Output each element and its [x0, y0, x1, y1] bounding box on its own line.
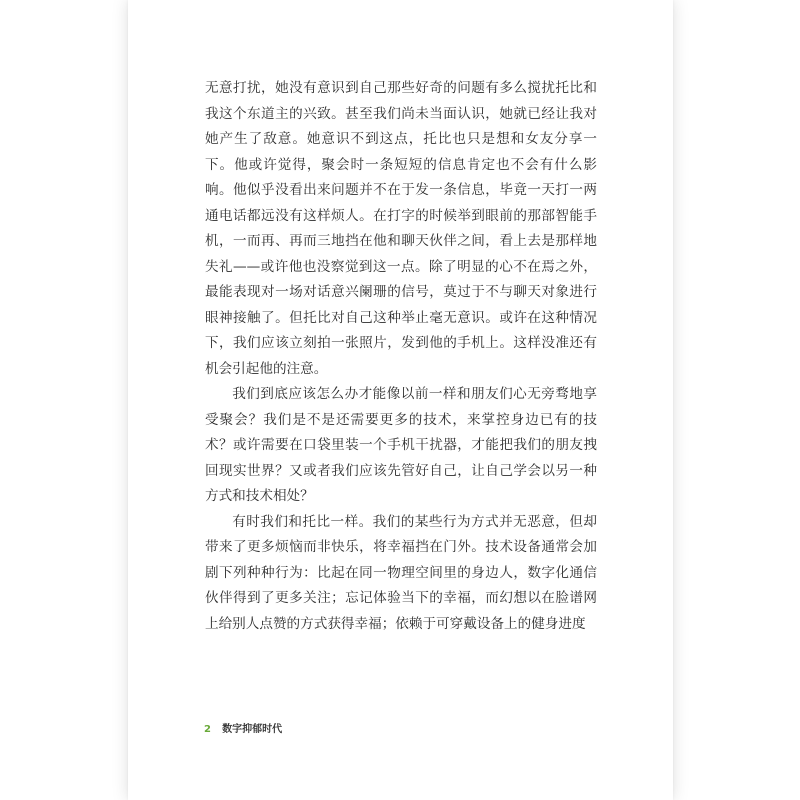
paragraph-2: 我们到底应该怎么办才能像以前一样和朋友们心无旁骛地享受聚会？我们是不是还需要更多的技术，来掌控身边已有的技术？或许需要在口袋里装一个手机干扰器，才能把我们的朋友拽回现实世界？又或者我们应该先管好自己，让自己学会以另一种方式和技术相处？: [205, 386, 597, 504]
book-page: [128, 0, 673, 800]
paragraph-3: 有时我们和托比一样。我们的某些行为方式并无恶意，但却带来了更多烦恼而非快乐，将幸福挡在门外。技术设备通常会加剧下列种种行为：比起在同一物理空间里的身边人，数字化通信伙伴得到了更多关注；忘记体验当下的幸福，而幻想以在脸谱网上给别人点赞的方式获得幸福；依赖于可穿戴设备上的健身进度: [205, 513, 597, 632]
page-number: 2: [204, 724, 211, 735]
book-title: 数字抑郁时代: [222, 724, 283, 735]
page-footer: [204, 723, 282, 737]
paragraph-1: 无意打扰，她没有意识到自己那些好奇的问题有多么搅扰托比和我这个东道主的兴致。甚至我们尚未当面认识，她就已经让我对她产生了敌意。她意识不到这点，托比也只是想和女友分享一下。他或许觉得，聚会时一条短短的信息肯定也不会有什么影响。他似乎没看出来问题并不在于发一条信息，毕竟一天打一两通电话都远没有这样烦人。在打字的时候举到眼前的那部智能手机，一而再、再而三地挡在他和聊天伙伴之间，看上去是那样地失礼——或许他也没察觉到这一点。除了明显的心不在焉之外，最能表现对一场对话意兴阑珊的信号，莫过于不与聊天对象进行眼神接触了。但托比对自己这种举止毫无意识。或许在这种情况下，我们应该立刻拍一张照片，发到他的手机上。这样没准还有机会引起他的注意。: [205, 80, 597, 377]
page-body: [205, 76, 597, 637]
